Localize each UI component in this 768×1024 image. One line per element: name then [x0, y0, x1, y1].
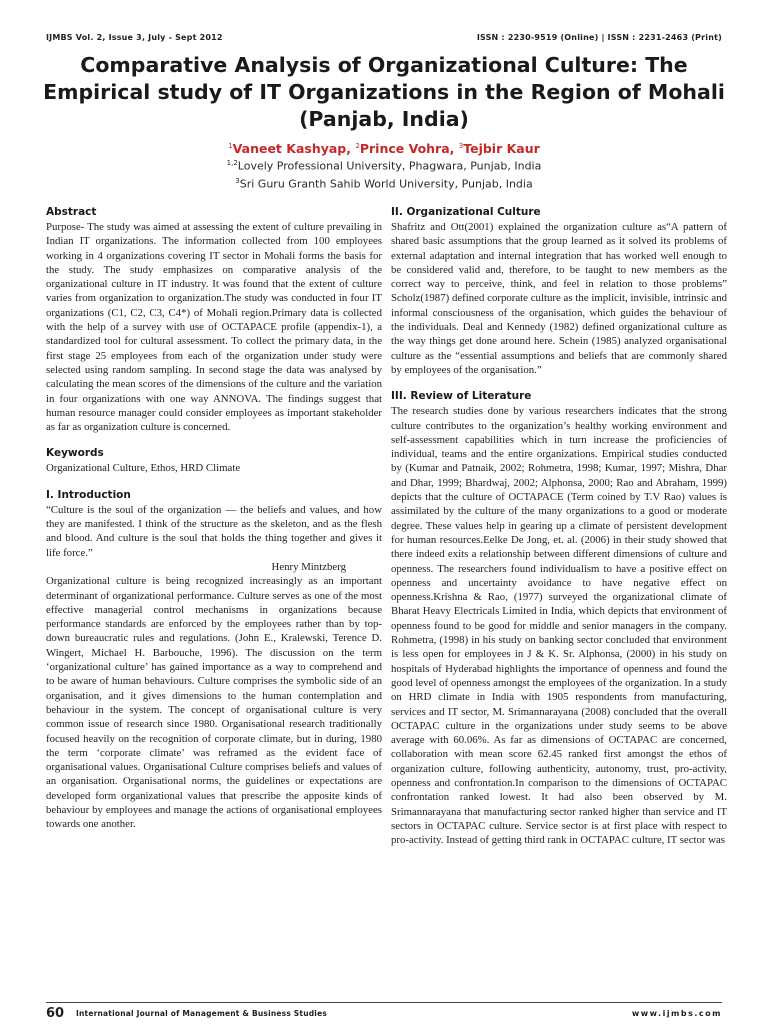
quote-author: Henry Mintzberg [271, 560, 346, 573]
right-column [391, 205, 727, 847]
section-3-heading: III. Review of Literature [391, 390, 532, 403]
section-2-text: Shafritz and Ott(2001) explained the organization culture as“A pattern of shared basic assumptions that the group learned as it solved its problems of external adaptation and internal integration that has worked well enough to be considered valid and, therefore, to be taught to new members as the correct way to perceive, think, and feel in relation to those problems” Scholz(1987) defined corporate culture as the implicit, invisible, intrinsic and informal consciousness of the organisation, which guides the behaviour of the individuals. Deal and Kennedy (1982) defined organizational culture as the way things get done around here. Schein (1985) analyzed organisational culture as the “essential assumptions and beliefs that are commonly shared by employees of the organisation.” [391, 221, 727, 376]
author-3-name: Tejbir Kaur [463, 141, 540, 157]
journal-name: International Journal of Management & Business Studies [76, 1009, 328, 1018]
running-header-right: ISSN : 2230-9519 (Online) | ISSN : 2231-2463 (Print) [476, 33, 722, 42]
author-1-name: Vaneet Kashyap, [232, 141, 356, 157]
author-1-sup: 1 [228, 142, 233, 150]
keywords-text: Organizational Culture, Ethos, HRD Climate [46, 462, 241, 475]
left-column [46, 205, 382, 832]
section-2-heading: II. Organizational Culture [391, 206, 541, 218]
affiliation-2 [0, 173, 768, 193]
abstract-heading: Abstract [46, 206, 97, 218]
affiliation-1-sup: 1,2 [226, 159, 238, 167]
journal-url: www.ijmbs.com [631, 1009, 722, 1018]
affiliation-1-text: Lovely Professional University, Phagwara, Punjab, India [237, 159, 542, 173]
introduction-quote: “Culture is the soul of the organization — the beliefs and values, and how they are manifested. I think of the structure as the skeleton, and as the flesh and blood. And culture is the soul that holds the thing together and gives it life force.” [46, 503, 382, 559]
abstract-text: Purpose- The study was aimed at assessing the extent of culture prevailing in Indian IT organizations. The information collected from 100 employees working in 4 organizations covering IT sector in Mohali forms the basis for the study. The study emphasizes on comparative analysis of the organizational culture in IT industry. It was found that the extent of culture varies from organization to organization.The study was conducted in four IT organizations (C1, C2, C3, C4*) of Mohali region.Primary data is collected with the help of a survey with use of OCTAPACE profile (appendix-1), a standardized tool for cultural assessment. To collect the primary data, in the first stage 25 employees from each of the organization under study were selected using random sampling. In second stage the data was analysed by calculating the mean scores of the dimensions of the culture and the variation in four organizations with one way ANNOVA. The findings suggest that human resource manager could consider employees as important stakeholder as far as organization culture is concerned. [46, 221, 382, 434]
keywords-heading: Keywords [46, 447, 104, 460]
author-2-sup: 2 [355, 142, 360, 150]
introduction-text: Organizational culture is being recognized increasingly as an important determinant of organizational performance. Culture serves as one of the most effective managerial control mechanisms in organizations because performance standards are enforced by the employees rather than by top-down bureaucratic rules and regulations. (John E., Kralewski, Terence D. Wingert, Michael H. Barbouche, 1996). The discussion on the term ‘organizational culture’ has gained importance as a way to comprehend and to be aware of human behaviours. Culture comprises the symbolic side of an organisation, and it gives dimensions to the human contemplation and behaviour in the system. The concept of organisational culture is very common issue of research since 1980. Organisational research traditionally focused heavily on the recognition of corporate climate, but in during, 1980 the term ‘corporate climate’ was reframed as the evident face of organisational values. Organisational Culture comprises beliefs and values of an organisation. Organisational norms, the guidelines or expectations are developed form organizational values that prescribe the apposite kinds of behaviour by employees and manage the actions of organisational employees towards one another. [46, 575, 382, 831]
affiliation-2-sup: 3 [235, 177, 240, 185]
page-number: 60 [46, 1006, 65, 1021]
affiliation-2-text: Sri Guru Granth Sahib World University, Punjab, India [239, 177, 533, 191]
paper-title: Comparative Analysis of Organizational Culture: The Empirical study of IT Organizations in the Region of Mohali (Panjab, India) [43, 53, 725, 131]
running-header-left: IJMBS Vol. 2, Issue 3, July - Sept 2012 [46, 33, 223, 42]
footer-rule [46, 1002, 722, 1003]
author-3-sup: 3 [458, 142, 464, 150]
author-2-name: Prince Vohra, [359, 141, 459, 157]
introduction-heading: I. Introduction [46, 488, 131, 501]
section-3-text: The research studies done by various researchers indicates that the strong culture contributes to the organization’s healthy working environment and self-assessment capabilities which in turn increase the proficiencies of individual, teams and the entire organizations. Empirical studies conducted by (Kumar and Patnaik, 2002; Rohmetra, 1998; Kumar, 1997; Mishra, Dhar and Dhar, 1999; Bhardwaj, 2002; Alphonsa, 2000; Rao and Abraham, 1999) depicts that the culture of OCTAPACE (Term coined by T.V Rao) values is assimilated by the culture of the many organizations to a good or moderate degree. These values help in gearing up a climate of persistent development for human resources.Eelke De Jong, et. al. (2006) in their study showed that there indeed exits a relationship between different dimensions of culture and openness. The researchers found individualism to have a positive effect on openness and uncertainty avoidance to have negative effect on openness.Krishna & Rao, (1977) surveyed the organizational climate of Bharat Heavy Electricals Limited in India, which depicts that environment of openness found to be good for middle and senior managers in the company. Rohmetra, (1998) in his study on banking sector concluded that environment is less open for employees in J & K. Sr. Alphonsa, (2000) in his study on hospitals of Hyderabad highlights the importance of openness and found the good level of openness amongst the employees of the organization. In a study on HRD climate in India with 1905 respondents from manufacturing, services and IT sector, M. Srimannarayana (2008) concluded that the overall OCTAPAC culture in the organizations under study seems to be above average with 60.06%. As far as dimensions of OCTAPAC are concerned, collaboration with mean score 62.45 ranked first amongst the ethos of organization culture, following authenticity, autonomy, trust, pro-activity, openness and confrontation.In comparison to the dimensions of OCTAPAC confrontation ranked lowest. It had also been observed by M. Srimannarayana that manufacturing sector ranked higher than service and IT sectors in OCTAPAC culture. Service sector is at first place with respect to pro-activity. Instead of getting third rank in OCTAPAC culture, IT sector was [391, 405, 727, 847]
affiliation-1 [0, 155, 768, 175]
